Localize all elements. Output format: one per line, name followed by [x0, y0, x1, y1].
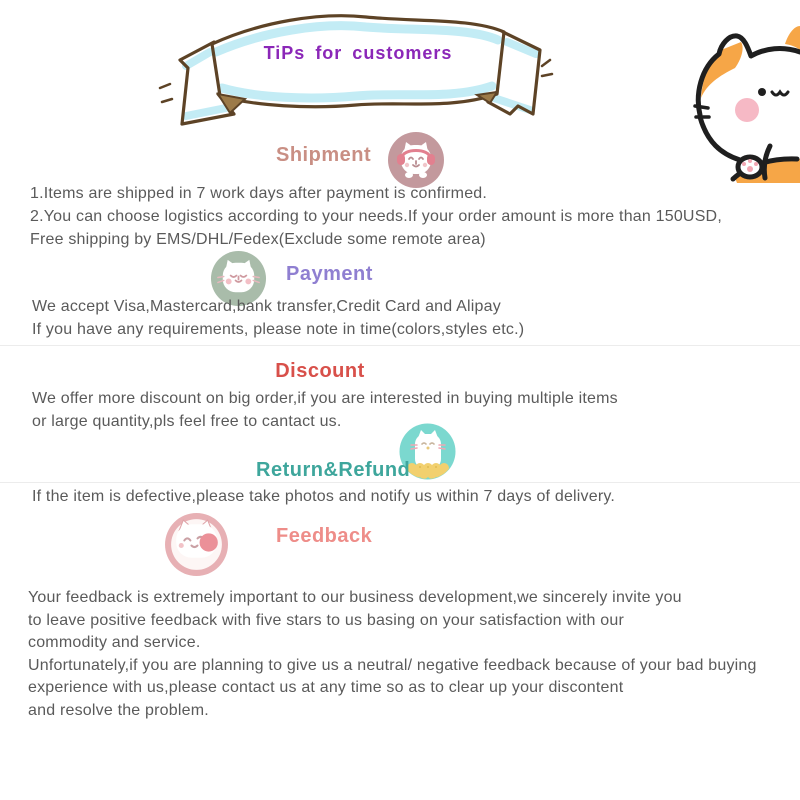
cat-headphones-icon — [387, 131, 445, 189]
text-line: Your feedback is extremely important to our business development,we sincerely invite you — [28, 589, 682, 606]
text-line: or large quantity,pls feel free to cantact us. — [32, 413, 342, 430]
discount-text — [32, 387, 618, 433]
text-line: to leave positive feedback with five stars to us basing on your satisfaction with our — [28, 611, 624, 629]
ribbon-banner-graphic — [150, 2, 628, 132]
winking-cat-icon — [164, 512, 229, 577]
text-line: and resolve the problem. — [28, 701, 209, 719]
return-refund-heading: Return&Refund — [256, 459, 411, 481]
feedback-heading: Feedback — [276, 525, 373, 547]
text-line: Free shipping by EMS/DHL/Fedex(Exclude some remote area) — [30, 231, 486, 248]
discount-heading: Discount — [275, 360, 365, 382]
section-divider — [0, 482, 800, 483]
text-line: 1.Items are shipped in 7 work days after payment is confirmed. — [30, 185, 488, 202]
payment-text — [32, 295, 524, 341]
return-refund-text — [32, 485, 615, 508]
feedback-text — [28, 587, 757, 723]
text-line: experience with us,please contact us at any time so as to clear up your discontent — [28, 679, 624, 697]
orange-cat-mascot-icon — [693, 18, 800, 183]
text-line: We accept Visa,Mastercard,bank transfer,Credit Card and Alipay — [32, 298, 501, 315]
banner-title: TiPs for customers — [263, 43, 453, 63]
text-line: Unfortunately,if you are planning to give us a neutral/ negative feedback because of your bad buying — [28, 656, 757, 674]
payment-heading: Payment — [286, 263, 373, 285]
text-line: commodity and service. — [28, 634, 201, 652]
shipment-heading: Shipment — [276, 144, 372, 166]
text-line: If the item is defective,please take photos and notify us within 7 days of delivery. — [32, 488, 616, 505]
section-divider — [0, 345, 800, 346]
discount-heading-row — [0, 360, 640, 383]
text-line: 2.You can choose logistics according to your needs.If your order amount is more than 150USD, — [30, 208, 722, 225]
shipment-text — [30, 182, 722, 251]
text-line: We offer more discount on big order,if you are interested in buying multiple items — [32, 390, 618, 407]
text-line: If you have any requirements, please note in time(colors,styles etc.) — [32, 321, 525, 338]
